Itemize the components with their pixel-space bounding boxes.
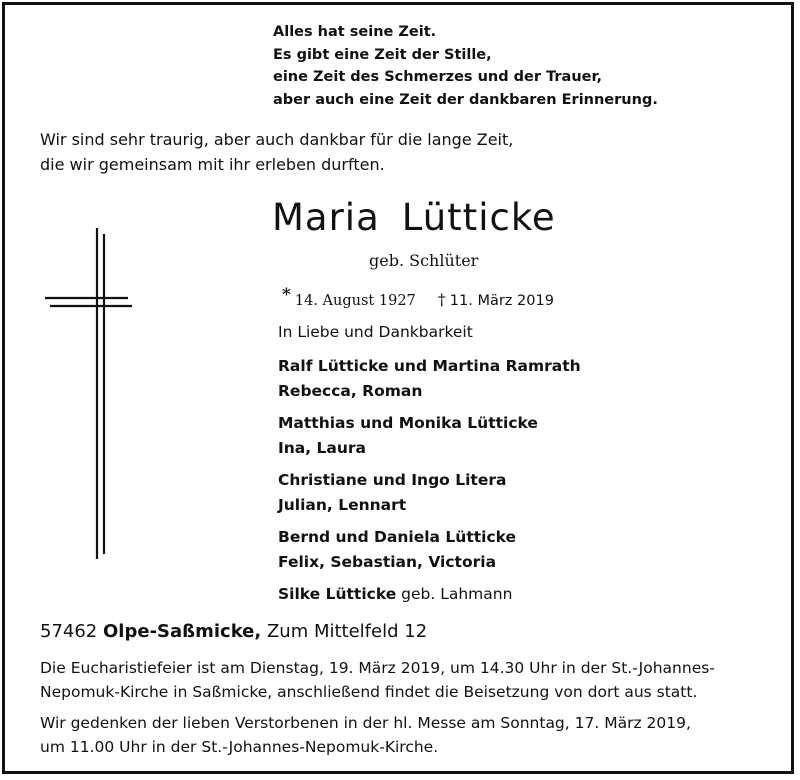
- mourner-group: [278, 525, 581, 575]
- mourner-group: [278, 354, 581, 404]
- mass-notice: [40, 711, 691, 759]
- birth-symbol: *: [282, 285, 291, 305]
- mourner-last: [278, 582, 581, 607]
- mourner-last-suffix: geb. Lahmann: [396, 585, 513, 603]
- poem-line: Alles hat seine Zeit.: [273, 24, 437, 40]
- mourner-children: Rebecca, Roman: [278, 382, 423, 400]
- birth-date: 14. August 1927: [294, 293, 416, 309]
- life-dates: [282, 285, 554, 309]
- mourner-parents: Christiane und Ingo Litera: [278, 471, 507, 489]
- mourners-list: [278, 354, 581, 614]
- mourner-children: Felix, Sebastian, Victoria: [278, 553, 497, 571]
- dagger-icon: †: [437, 290, 446, 309]
- notice-line: Wir gedenken der lieben Verstorbenen in der hl. Messe am Sonntag, 17. März 2019,: [40, 714, 691, 732]
- maiden-name: geb. Schlüter: [369, 251, 479, 270]
- cross-icon: [44, 224, 134, 564]
- poem-line: Es gibt eine Zeit der Stille,: [273, 46, 492, 63]
- intro-line: Wir sind sehr traurig, aber auch dankbar für die lange Zeit,: [40, 130, 514, 149]
- address: [40, 621, 427, 642]
- notice-line: Die Eucharistiefeier ist am Dienstag, 19. März 2019, um 14.30 Uhr in der St.-Johannes-: [40, 659, 715, 677]
- mourner-group: [278, 468, 581, 518]
- mourner-group: [278, 411, 581, 461]
- first-name: Maria: [272, 196, 380, 239]
- mourner-parents: Ralf Lütticke und Martina Ramrath: [278, 357, 581, 375]
- address-town: Olpe-Saßmicke,: [103, 621, 262, 642]
- mourner-children: Julian, Lennart: [278, 496, 407, 514]
- mourner-parents: Bernd und Daniela Lütticke: [278, 528, 517, 546]
- deceased-name: [272, 196, 556, 239]
- mourner-group: [278, 582, 581, 607]
- funeral-notice: [40, 656, 715, 704]
- notice-line: Nepomuk-Kirche in Saßmicke, anschließend findet die Beisetzung von dort aus statt.: [40, 683, 698, 701]
- mourner-last-name: Silke Lütticke: [278, 585, 397, 603]
- intro-line: die wir gemeinsam mit ihr erleben durften.: [40, 155, 385, 174]
- poem: [273, 21, 658, 111]
- poem-line: aber auch eine Zeit der dankbaren Erinnerung.: [273, 91, 658, 108]
- mourner-children: Ina, Laura: [278, 439, 367, 457]
- intro-text: [40, 127, 513, 177]
- address-street: Zum Mittelfeld 12: [266, 621, 428, 642]
- mourners-intro: In Liebe und Dankbarkeit: [278, 323, 473, 341]
- address-zip: 57462: [40, 621, 98, 642]
- notice-line: um 11.00 Uhr in der St.-Johannes-Nepomuk-Kirche.: [40, 738, 439, 756]
- poem-line: eine Zeit des Schmerzes und der Trauer,: [273, 69, 603, 85]
- mourner-parents: Matthias und Monika Lütticke: [278, 414, 538, 432]
- death-date: 11. März 2019: [449, 293, 554, 309]
- last-name: Lütticke: [401, 196, 556, 239]
